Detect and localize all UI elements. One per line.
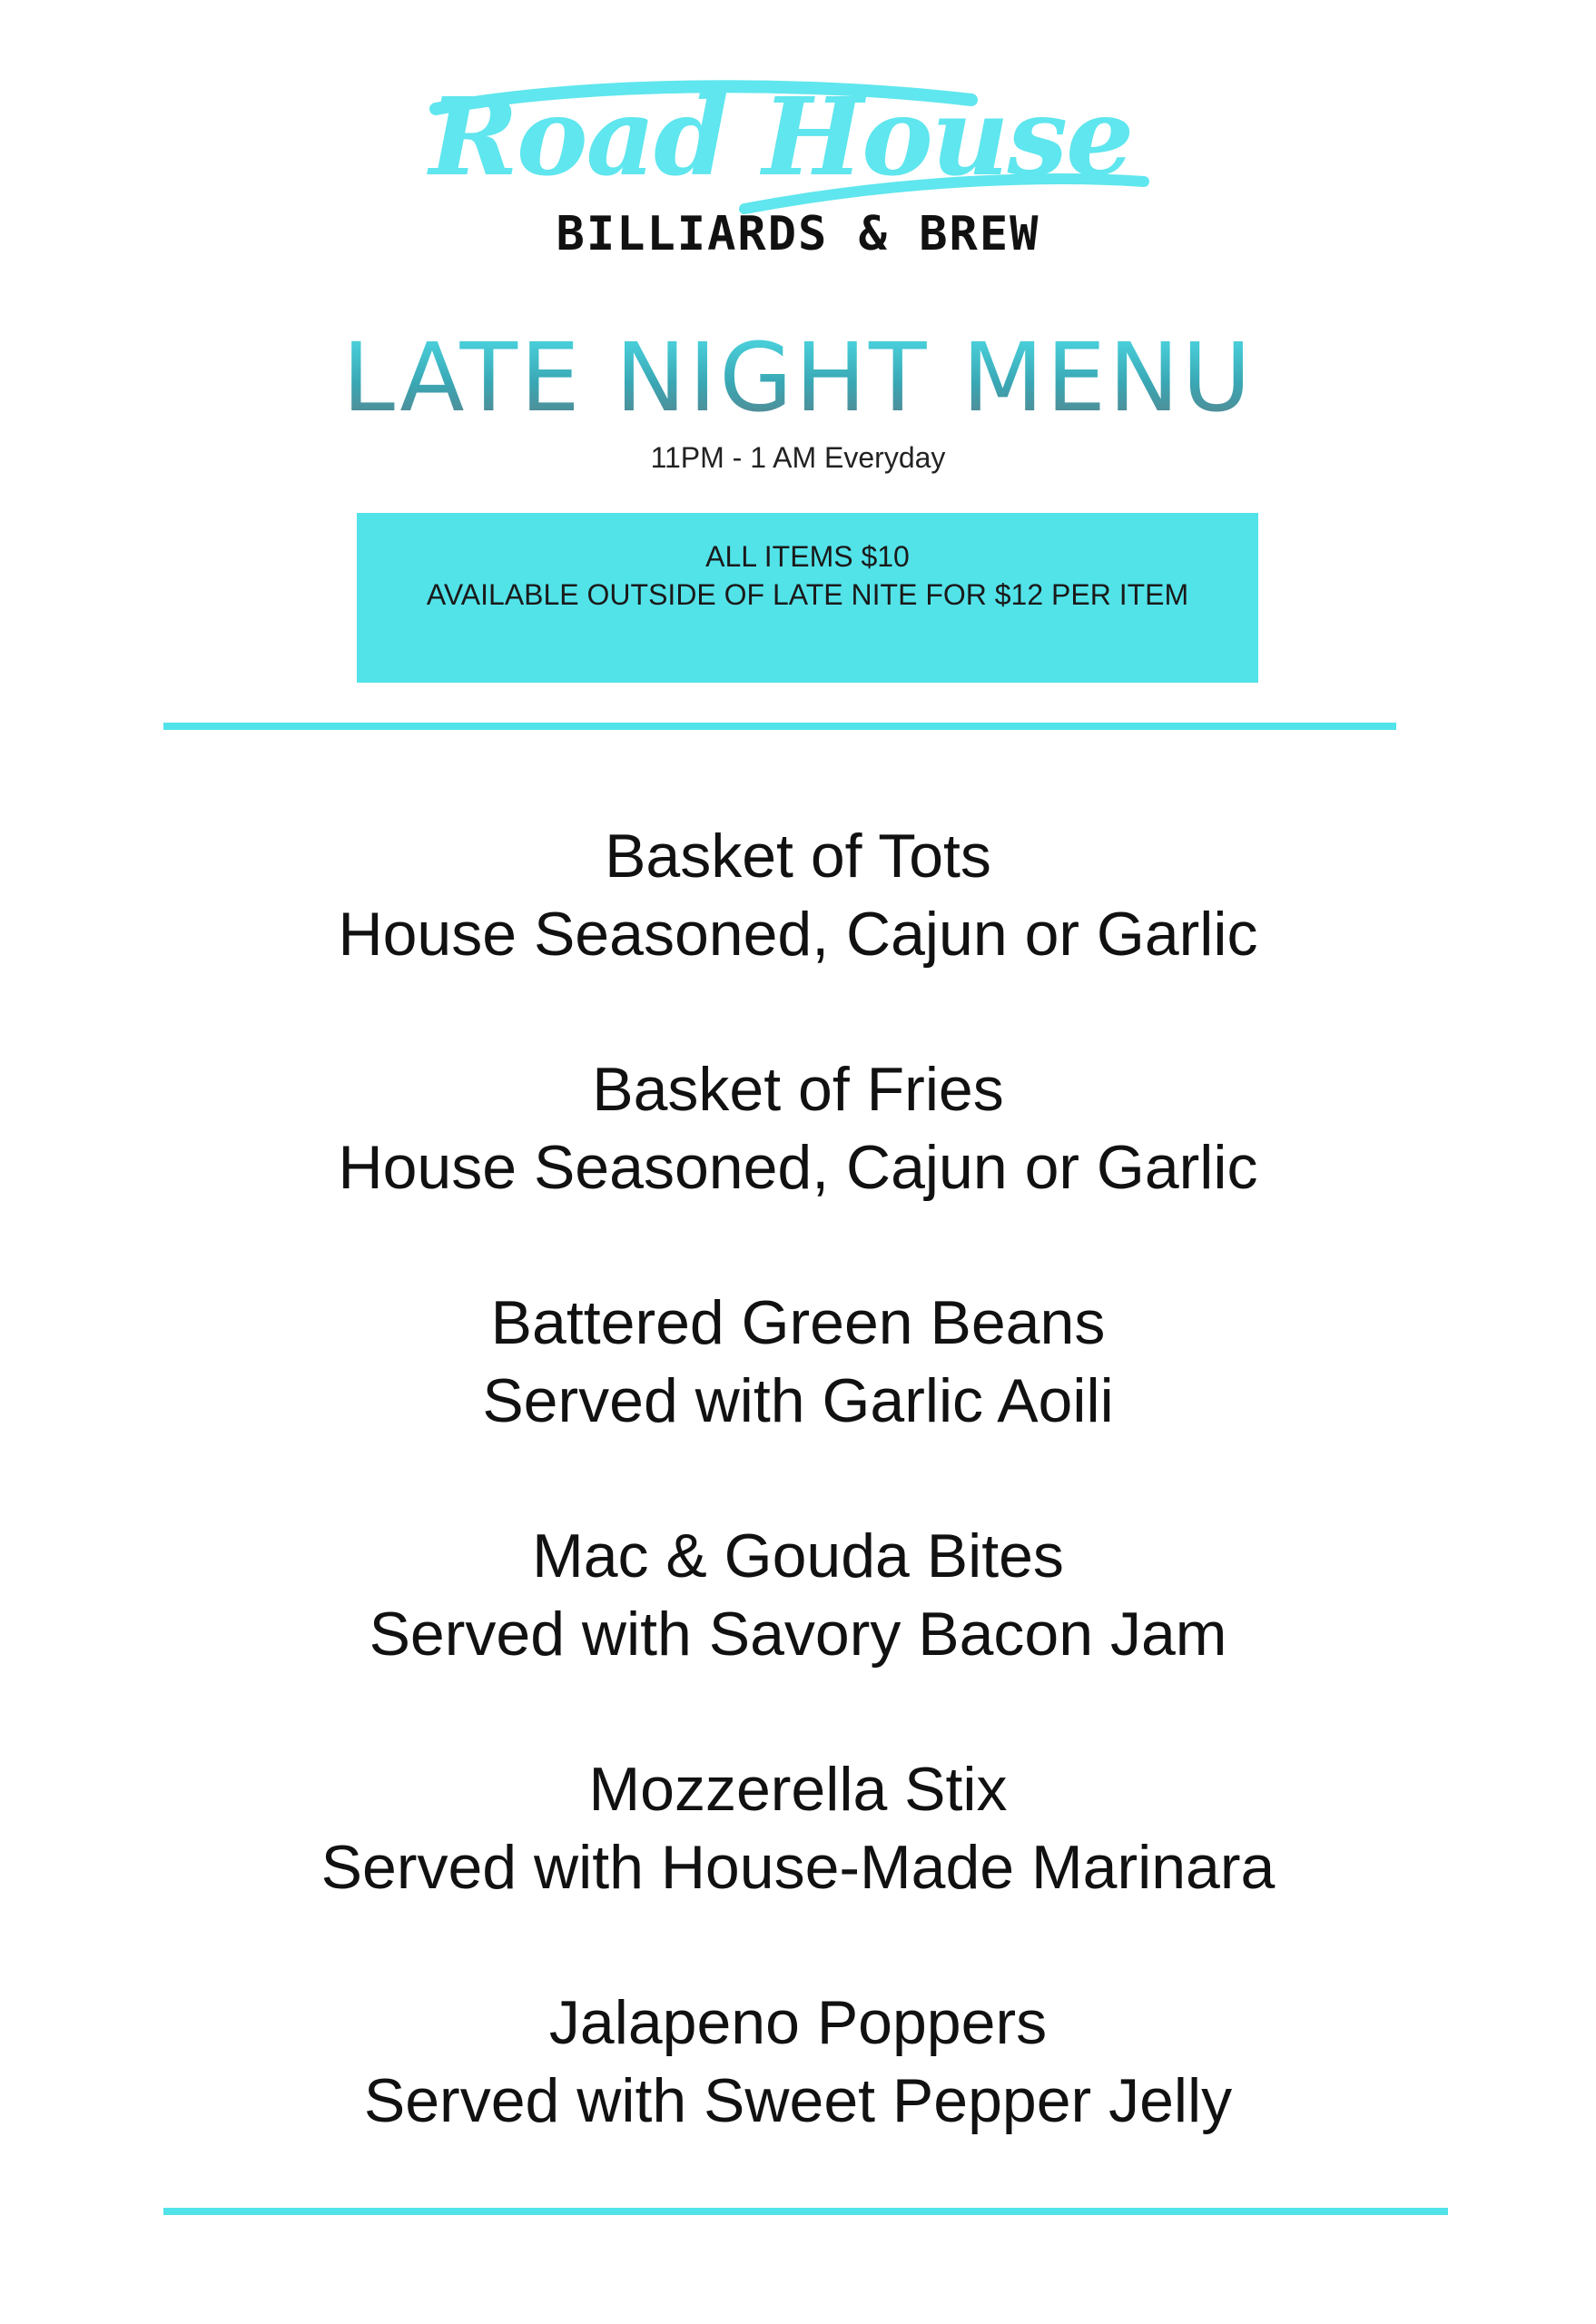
menu-item-description: Served with House-Made Marinara [320, 1833, 1276, 1902]
menu-item-name: Mac & Gouda Bites [532, 1521, 1064, 1590]
menu-item-description: Served with Garlic Aoili [482, 1366, 1114, 1435]
page-title: LATE NIGHT MENU [0, 323, 1596, 432]
logo-text: Road House [429, 74, 1133, 200]
price-note-line-2: AVAILABLE OUTSIDE OF LATE NITE FOR $12 PER ITEM [426, 578, 1189, 611]
menu-item-name: Battered Green Beans [490, 1288, 1106, 1357]
brand-subtitle: BILLIARDS & BREW [556, 207, 1040, 261]
menu-item-description: Served with Savory Bacon Jam [369, 1600, 1227, 1669]
menu-item-name: Basket of Tots [605, 822, 991, 891]
road-house-logo [418, 73, 1162, 218]
menu-item-description: Served with Sweet Pepper Jelly [363, 2066, 1233, 2135]
menu-item-name: Jalapeno Poppers [548, 1988, 1048, 2057]
menu-item-description: House Seasoned, Cajun or Garlic [338, 1133, 1258, 1202]
menu-item-name: Basket of Fries [592, 1055, 1004, 1124]
price-note-box [357, 513, 1258, 683]
price-note-line-1: ALL ITEMS $10 [705, 540, 910, 573]
menu-item-description: House Seasoned, Cajun or Garlic [338, 900, 1258, 969]
menu-item-name: Mozzerella Stix [588, 1755, 1008, 1824]
hours-text: 11PM - 1 AM Everyday [650, 441, 946, 474]
divider-bottom [163, 2208, 1448, 2215]
divider-top [163, 723, 1396, 730]
